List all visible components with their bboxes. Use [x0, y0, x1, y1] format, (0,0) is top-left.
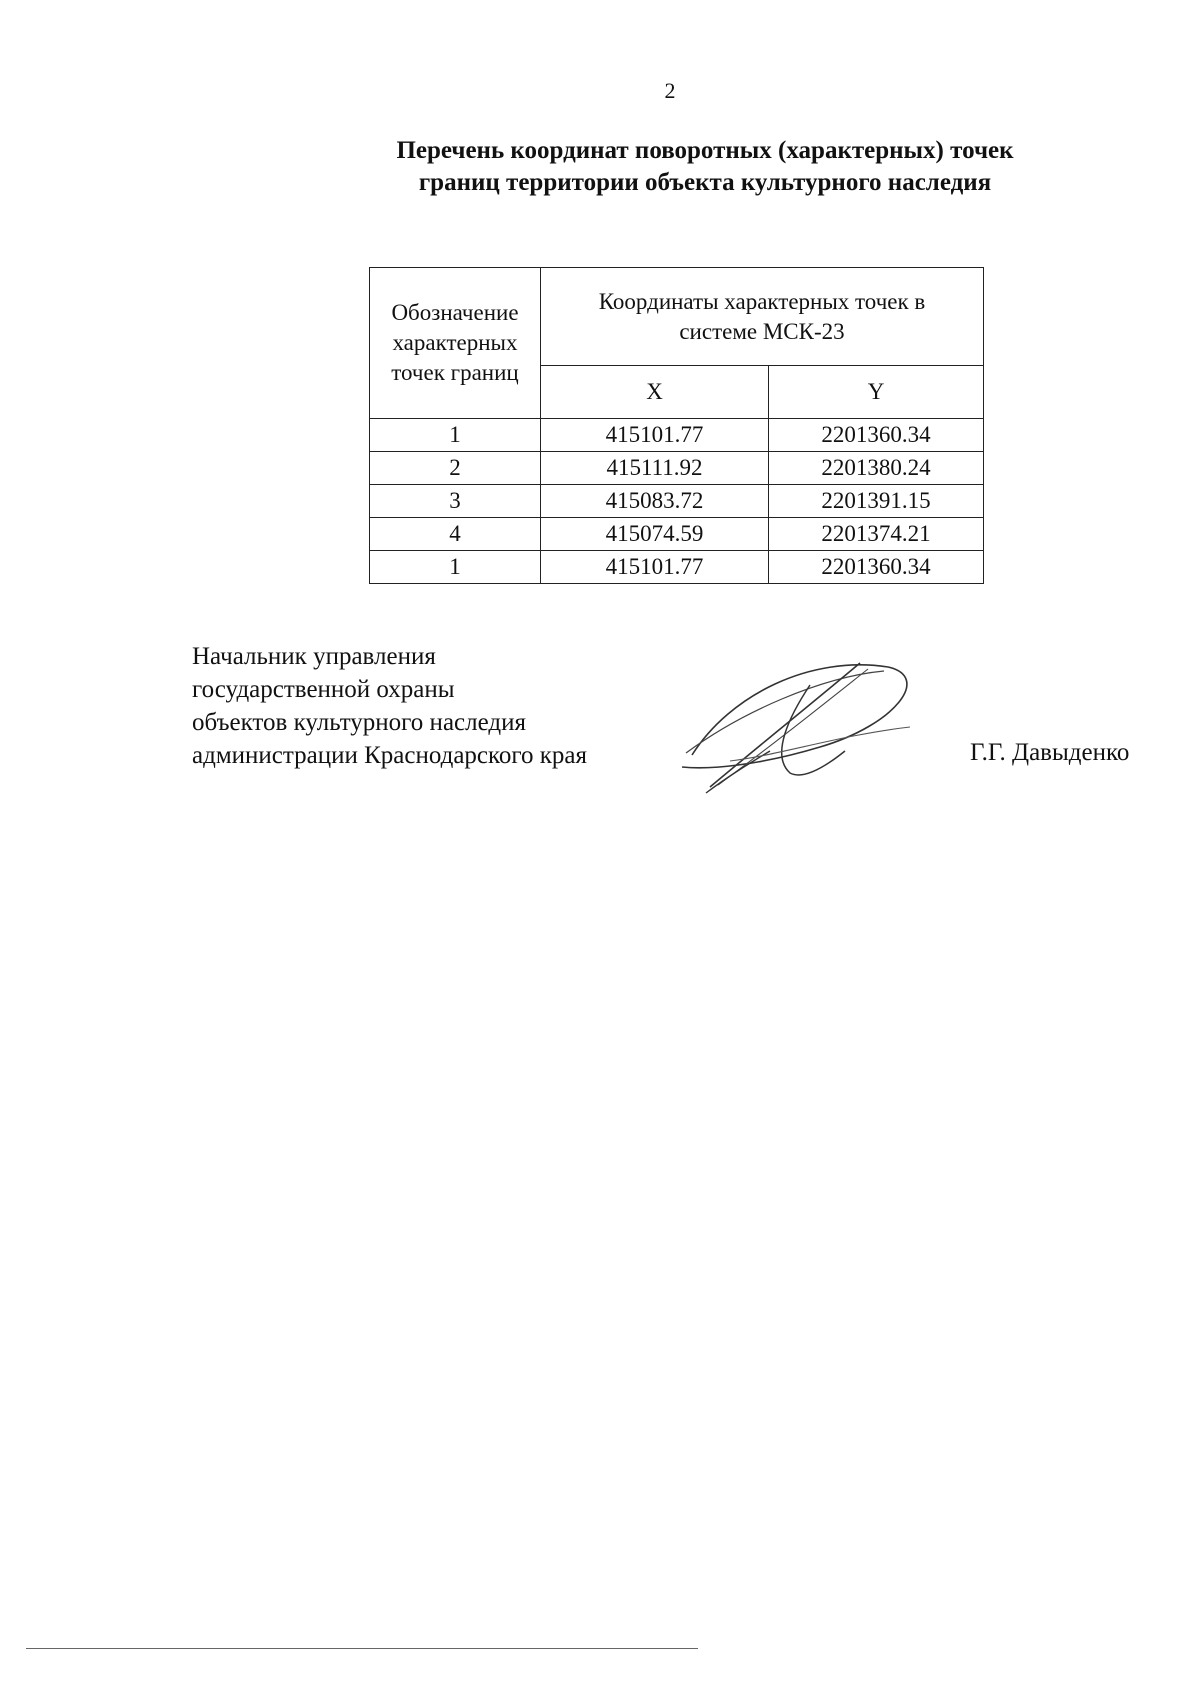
header-x: X — [541, 366, 769, 419]
cell-x: 415074.59 — [541, 518, 769, 551]
cell-point: 3 — [370, 485, 541, 518]
signer-name: Г.Г. Давыденко — [970, 739, 1130, 766]
header-coordinates: Координаты характерных точек в системе МСК-23 — [541, 268, 984, 366]
position-line: администрации Краснодарского края — [192, 742, 588, 769]
coordinates-table — [369, 267, 984, 584]
cell-point: 2 — [370, 452, 541, 485]
cell-y: 2201360.34 — [769, 551, 984, 584]
cell-y: 2201374.21 — [769, 518, 984, 551]
table-row — [370, 551, 984, 584]
cell-y: 2201360.34 — [769, 419, 984, 452]
table-row — [370, 419, 984, 452]
document-title — [260, 135, 1150, 199]
footer-divider — [26, 1648, 698, 1649]
cell-point: 1 — [370, 419, 541, 452]
position-line: Начальник управления — [192, 643, 436, 670]
position-line: объектов культурного наследия — [192, 709, 526, 736]
title-line-2: границ территории объекта культурного наследия — [418, 169, 992, 196]
handwritten-signature — [670, 655, 930, 800]
table-row — [370, 518, 984, 551]
page-number: 2 — [664, 78, 676, 103]
title-line-1: Перечень координат поворотных (характерных) точек — [396, 137, 1014, 164]
cell-x: 415083.72 — [541, 485, 769, 518]
header-y: Y — [769, 366, 984, 419]
cell-point: 1 — [370, 551, 541, 584]
cell-x: 415101.77 — [541, 551, 769, 584]
cell-x: 415111.92 — [541, 452, 769, 485]
table-row — [370, 452, 984, 485]
header-designation: Обозначение характерных точек границ — [370, 268, 541, 419]
position-line: государственной охраны — [192, 676, 455, 703]
signatory-position — [192, 640, 587, 772]
table-row — [370, 485, 984, 518]
cell-y: 2201380.24 — [769, 452, 984, 485]
cell-point: 4 — [370, 518, 541, 551]
cell-x: 415101.77 — [541, 419, 769, 452]
cell-y: 2201391.15 — [769, 485, 984, 518]
